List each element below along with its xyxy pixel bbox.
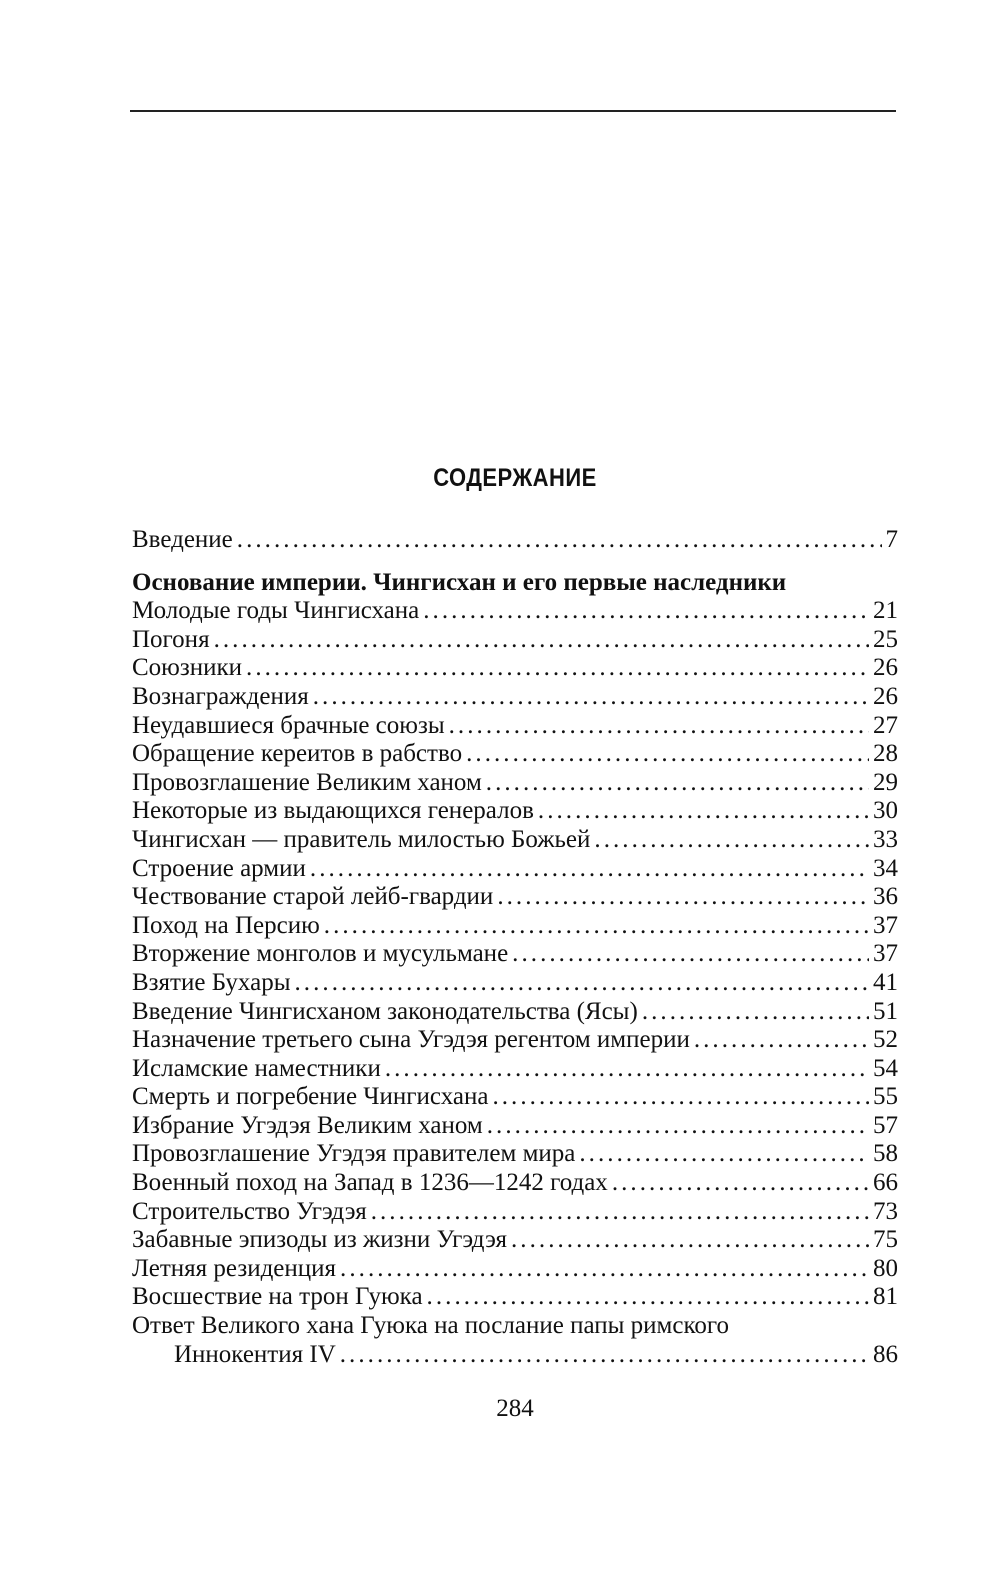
toc-entry[interactable] — [132, 1112, 898, 1141]
toc-entry[interactable] — [132, 826, 898, 855]
toc-entry[interactable] — [132, 1198, 898, 1227]
leader-dots — [313, 683, 869, 712]
toc-entry-label: Вторжение монголов и мусульмане — [132, 940, 509, 968]
toc-entry-label: Молодые годы Чингисхана — [132, 597, 420, 625]
toc-entry[interactable] — [132, 1055, 898, 1084]
toc-entry[interactable] — [132, 1226, 898, 1255]
toc-entry-guyuk-answer[interactable] — [132, 1312, 898, 1369]
toc-entry-label: Союзники — [132, 654, 243, 682]
toc-entry[interactable] — [132, 998, 898, 1027]
leader-dots — [594, 826, 869, 855]
toc-entry-label: Военный поход на Запад в 1236—1242 годах — [132, 1169, 608, 1197]
toc-entry[interactable] — [132, 1169, 898, 1198]
toc-entry-page: 25 — [873, 625, 898, 653]
toc-entry-page: 81 — [873, 1283, 898, 1311]
toc-entry-page: 30 — [873, 797, 898, 825]
toc-entry-label: Вознаграждения — [132, 682, 309, 710]
toc-entry-page: 55 — [873, 1083, 898, 1111]
toc-entry-page: 26 — [873, 654, 898, 682]
contents-title: СОДЕРЖАНИЕ — [433, 464, 597, 492]
toc-entry[interactable] — [132, 797, 898, 826]
toc-entry[interactable] — [132, 1283, 898, 1312]
toc-entry-page: 80 — [873, 1254, 898, 1282]
toc-entry-label: Некоторые из выдающихся генералов — [132, 797, 534, 825]
toc-entry-page: 86 — [873, 1340, 898, 1368]
table-of-contents — [132, 526, 898, 1369]
toc-entry-line2 — [132, 1341, 898, 1370]
toc-entry-page: 75 — [873, 1226, 898, 1254]
toc-entry-label: Восшествие на трон Гуюка — [132, 1283, 423, 1311]
toc-entry[interactable] — [132, 1255, 898, 1284]
toc-entry-page: 34 — [873, 854, 898, 882]
toc-entry-label-line2: Иннокентия IV — [174, 1340, 336, 1368]
section-gap — [132, 555, 898, 569]
toc-entry-label: Взятие Бухары — [132, 968, 291, 996]
toc-entry[interactable] — [132, 769, 898, 798]
toc-entry[interactable] — [132, 969, 898, 998]
toc-entry-label: Чингисхан — правитель милостью Божьей — [132, 825, 591, 853]
toc-entry-page: 41 — [873, 968, 898, 996]
toc-entry[interactable] — [132, 654, 898, 683]
leader-dots — [579, 1140, 869, 1169]
toc-entry-page: 58 — [873, 1140, 898, 1168]
toc-entry-page: 73 — [873, 1197, 898, 1225]
toc-entry-label: Строительство Угэдэя — [132, 1197, 367, 1225]
toc-entry-page: 7 — [885, 526, 898, 553]
toc-entry-page: 27 — [873, 711, 898, 739]
leader-dots — [612, 1169, 869, 1198]
header-rule — [130, 110, 896, 112]
toc-entry-label: Назначение третьего сына Угэдэя регентом империи — [132, 1026, 690, 1054]
toc-entry-label: Избрание Угэдэя Великим ханом — [132, 1111, 483, 1139]
toc-entry-label: Введение Чингисханом законодательства (Ясы) — [132, 997, 638, 1025]
toc-entry-label: Погоня — [132, 625, 210, 653]
toc-entry-page: 51 — [873, 997, 898, 1025]
leader-dots — [324, 912, 869, 941]
toc-entry-label: Смерть и погребение Чингисхана — [132, 1083, 489, 1111]
leader-dots — [385, 1055, 869, 1084]
leader-dots — [295, 969, 870, 998]
toc-entry-label: Чествование старой лейб-гвардии — [132, 883, 494, 911]
leader-dots — [214, 626, 869, 655]
leader-dots — [449, 712, 869, 741]
toc-entry[interactable] — [132, 712, 898, 741]
leader-dots — [487, 1112, 869, 1141]
toc-entry[interactable] — [132, 883, 898, 912]
toc-entry[interactable] — [132, 855, 898, 884]
section-heading: Основание империи. Чингисхан и его первые наследники — [132, 568, 787, 596]
leader-dots — [466, 740, 869, 769]
toc-entry-label: Провозглашение Угэдэя правителем мира — [132, 1140, 576, 1168]
toc-entry-label: Строение армии — [132, 854, 306, 882]
toc-entry-page: 52 — [873, 1026, 898, 1054]
leader-dots — [246, 654, 869, 683]
leader-dots — [694, 1026, 869, 1055]
leader-dots — [497, 883, 869, 912]
toc-entry-page: 26 — [873, 682, 898, 710]
leader-dots — [371, 1198, 869, 1227]
toc-entry-page: 21 — [873, 597, 898, 625]
toc-entry[interactable] — [132, 597, 898, 626]
leader-dots — [512, 940, 869, 969]
leader-dots — [310, 855, 869, 884]
leader-dots — [423, 597, 869, 626]
page-number: 284 — [496, 1395, 534, 1422]
toc-entry-label: Летняя резиденция — [132, 1254, 337, 1282]
toc-entry-introduction[interactable] — [132, 526, 898, 555]
toc-entry-label: Забавные эпизоды из жизни Угэдэя — [132, 1226, 507, 1254]
toc-entry-label: Исламские наместники — [132, 1054, 381, 1082]
leader-dots — [486, 769, 869, 798]
toc-entry-page: 57 — [873, 1111, 898, 1139]
toc-entry-label: Обращение кереитов в рабство — [132, 740, 463, 768]
toc-entry[interactable] — [132, 740, 898, 769]
leader-dots — [340, 1255, 869, 1284]
toc-entry[interactable] — [132, 940, 898, 969]
toc-entries — [132, 597, 898, 1312]
leader-dots — [642, 998, 869, 1027]
toc-entry-page: 37 — [873, 911, 898, 939]
toc-entry-page: 29 — [873, 768, 898, 796]
toc-entry[interactable] — [132, 626, 898, 655]
leader-dots — [511, 1226, 869, 1255]
toc-entry[interactable] — [132, 1140, 898, 1169]
toc-entry-label: Неудавшиеся брачные союзы — [132, 711, 445, 739]
toc-entry[interactable] — [132, 912, 898, 941]
toc-entry-label-line1: Ответ Великого хана Гуюка на послание папы римского — [132, 1312, 729, 1340]
toc-entry[interactable] — [132, 1083, 898, 1112]
toc-entry-page: 37 — [873, 940, 898, 968]
leader-dots — [538, 797, 869, 826]
toc-entry[interactable] — [132, 1026, 898, 1055]
leader-dots — [237, 526, 882, 555]
toc-entry-label: Введение — [132, 526, 233, 553]
toc-entry-page: 66 — [873, 1169, 898, 1197]
toc-entry-page: 36 — [873, 883, 898, 911]
toc-entry-page: 28 — [873, 740, 898, 768]
leader-dots — [492, 1083, 869, 1112]
toc-entry-label: Провозглашение Великим ханом — [132, 768, 482, 796]
leader-dots — [340, 1341, 869, 1370]
leader-dots — [427, 1283, 869, 1312]
toc-entry-page: 54 — [873, 1054, 898, 1082]
toc-entry-page: 33 — [873, 825, 898, 853]
toc-entry-label: Поход на Персию — [132, 911, 320, 939]
toc-entry[interactable] — [132, 683, 898, 712]
